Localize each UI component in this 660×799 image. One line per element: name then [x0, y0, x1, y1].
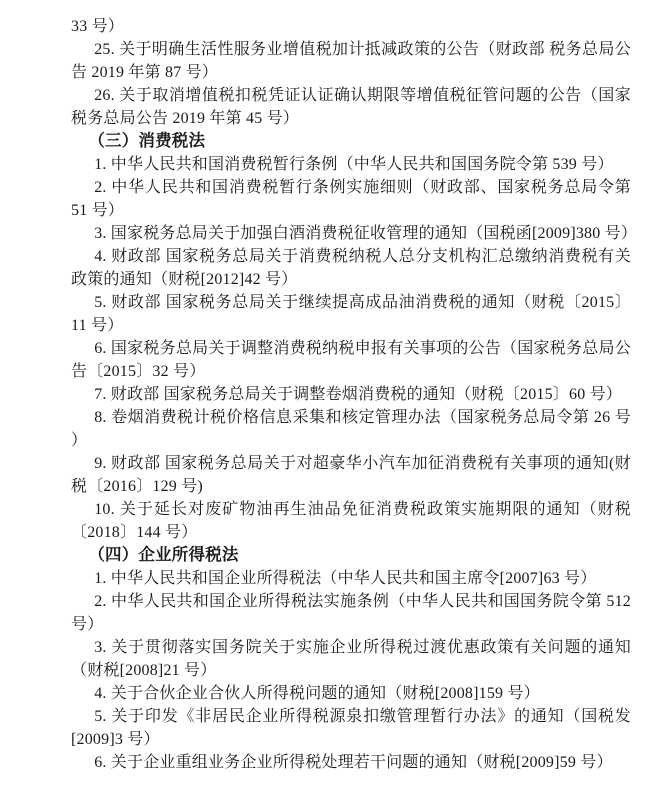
- list-item-s4-4: 4. 关于合伙企业合伙人所得税问题的通知（财税[2008]159 号）: [94, 685, 540, 702]
- list-item-26: 26. 关于取消增值税扣税凭证认证确认期限等增值税征管问题的公告（国家税务总局公告 2019 年第 45 号）: [71, 87, 631, 127]
- list-item-s4-2: 2. 中华人民共和国企业所得税法实施条例（中华人民共和国国务院令第 512 号）: [71, 593, 631, 633]
- list-item-s3-6: 6. 国家税务总局关于调整消费税纳税申报有关事项的公告（国家税务总局公告〔2015〕32 号）: [71, 340, 631, 380]
- list-item-s3-3: 3. 国家税务总局关于加强白酒消费税征收管理的通知（国税函[2009]380 号）: [94, 225, 638, 242]
- list-item-s4-1: 1. 中华人民共和国企业所得税法（中华人民共和国主席令[2007]63 号）: [94, 570, 597, 587]
- list-item-s3-4: 4. 财政部 国家税务总局关于消费税纳税人总分支机构汇总缴纳消费税有关政策的通知（财税[2012]42 号）: [71, 248, 631, 288]
- list-item-s3-9: 9. 财政部 国家税务总局关于对超豪华小汽车加征消费税有关事项的通知(财税〔2016〕129 号): [71, 455, 631, 495]
- section-heading-4: （四）企业所得税法: [88, 546, 239, 564]
- list-item-s3-1: 1. 中华人民共和国消费税暂行条例（中华人民共和国国务院令第 539 号）: [94, 156, 614, 173]
- continuation-line: 33 号）: [71, 18, 125, 35]
- list-item-s3-10: 10. 关于延长对废矿物油再生油品免征消费税政策实施期限的通知（财税〔2018〕144 号）: [71, 501, 631, 541]
- document-body: [71, 15, 638, 774]
- list-item-s3-2: 2. 中华人民共和国消费税暂行条例实施细则（财政部、国家税务总局令第 51 号）: [71, 179, 631, 219]
- section-heading-3: （三）消费税法: [88, 132, 206, 150]
- list-item-25: 25. 关于明确生活性服务业增值税加计抵减政策的公告（财政部 税务总局公告 2019 年第 87 号）: [71, 41, 631, 81]
- list-item-s4-5: 5. 关于印发《非居民企业所得税源泉扣缴管理暂行办法》的通知（国税发[2009]3 号）: [71, 708, 631, 748]
- list-item-s3-5: 5. 财政部 国家税务总局关于继续提高成品油消费税的通知（财税〔2015〕11 号）: [71, 294, 631, 334]
- list-item-s3-7: 7. 财政部 国家税务总局关于调整卷烟消费税的通知（财税〔2015〕60 号）: [94, 386, 622, 403]
- list-item-s3-8: 8. 卷烟消费税计税价格信息采集和核定管理办法（国家税务总局令第 26 号 ）: [71, 409, 631, 449]
- list-item-s4-3: 3. 关于贯彻落实国务院关于实施企业所得税过渡优惠政策有关问题的通知（财税[2008]21 号）: [71, 639, 631, 679]
- list-item-s4-6: 6. 关于企业重组业务企业所得税处理若干问题的通知（财税[2009]59 号）: [94, 754, 613, 771]
